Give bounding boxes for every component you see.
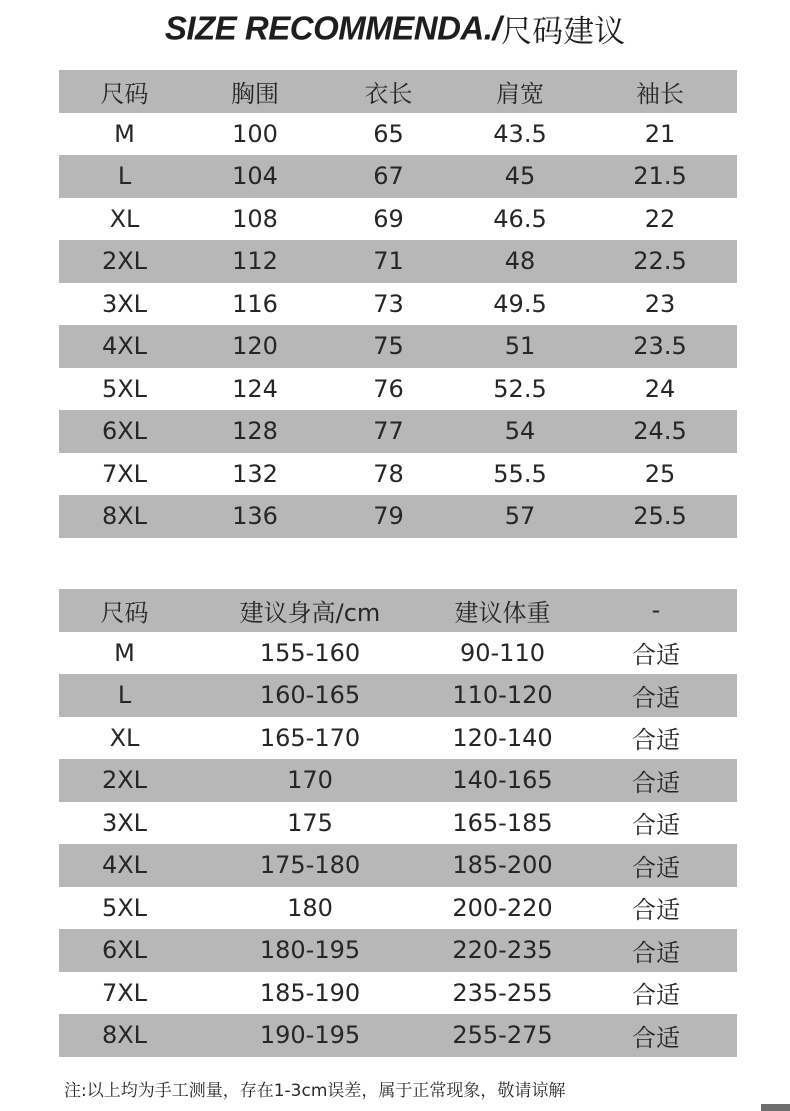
cell-fit: 合适 [632, 981, 680, 1010]
table-row [59, 887, 737, 930]
cell-fit: 合适 [632, 726, 680, 755]
cell-size: L [59, 155, 190, 198]
cell-shoulder: 46.5 [493, 204, 547, 233]
cell-chest: 128 [190, 410, 320, 453]
cell-shoulder: 55.5 [493, 459, 547, 488]
cell-size: 5XL [101, 374, 148, 403]
cell-size: M [114, 638, 135, 667]
table-row [59, 1014, 737, 1057]
recommendation-table [59, 589, 737, 1057]
table-row [59, 240, 737, 283]
cell-size: 2XL [59, 759, 190, 802]
cell-size: 6XL [59, 929, 190, 972]
cell-sleeve: 23.5 [583, 325, 737, 368]
cell-fit: 合适 [632, 811, 680, 840]
measurement-table [59, 70, 737, 538]
table-row [59, 453, 737, 496]
cell-shoulder: 45 [457, 155, 583, 198]
corner-mark [761, 1104, 790, 1111]
cell-length: 71 [320, 240, 457, 283]
cell-size: 5XL [101, 893, 148, 922]
header-chest: 胸围 [190, 70, 320, 113]
header-fit: - [575, 589, 737, 632]
cell-fit: 合适 [575, 674, 737, 717]
cell-weight: 255-275 [430, 1014, 575, 1057]
table-row [59, 198, 737, 241]
table-row [59, 844, 737, 887]
cell-fit: 合适 [575, 1014, 737, 1057]
cell-sleeve: 25.5 [583, 495, 737, 538]
cell-fit: 合适 [575, 929, 737, 972]
cell-shoulder: 52.5 [493, 374, 547, 403]
table-row [59, 495, 737, 538]
cell-size: 4XL [59, 325, 190, 368]
cell-size: 3XL [101, 808, 148, 837]
cell-sleeve: 24 [644, 374, 676, 403]
cell-sleeve: 22.5 [583, 240, 737, 283]
cell-length: 73 [373, 289, 404, 318]
cell-length: 79 [320, 495, 457, 538]
cell-size: 4XL [59, 844, 190, 887]
cell-size: 3XL [101, 289, 148, 318]
cell-size: 7XL [101, 978, 148, 1007]
table-row [59, 759, 737, 802]
cell-chest: 100 [232, 119, 278, 148]
cell-weight: 140-165 [430, 759, 575, 802]
cell-weight: 235-255 [452, 978, 553, 1007]
page-title [0, 6, 790, 52]
table-row [59, 632, 737, 675]
cell-size: L [59, 674, 190, 717]
header-height: 建议身高/cm [190, 589, 430, 632]
cell-length: 75 [320, 325, 457, 368]
cell-length: 77 [320, 410, 457, 453]
cell-length: 65 [373, 119, 404, 148]
cell-fit: 合适 [632, 641, 680, 670]
cell-sleeve: 24.5 [583, 410, 737, 453]
cell-chest: 124 [232, 374, 278, 403]
table-row [59, 717, 737, 760]
cell-fit: 合适 [575, 759, 737, 802]
measurement-note: 注:以上均为手工测量，存在1-3cm误差，属于正常现象，敬请谅解 [64, 1081, 566, 1101]
cell-height: 185-190 [259, 978, 361, 1007]
cell-size: 8XL [59, 1014, 190, 1057]
cell-chest: 120 [190, 325, 320, 368]
cell-size: M [114, 119, 135, 148]
cell-height: 165-170 [259, 723, 361, 752]
cell-length: 76 [373, 374, 404, 403]
cell-weight: 110-120 [430, 674, 575, 717]
table-row [59, 972, 737, 1015]
title-english: SIZE RECOMMENDA./ [164, 9, 502, 47]
cell-length: 69 [373, 204, 404, 233]
cell-sleeve: 22 [644, 204, 676, 233]
cell-height: 175 [287, 808, 333, 837]
cell-chest: 104 [190, 155, 320, 198]
cell-sleeve: 21 [644, 119, 676, 148]
cell-weight: 200-220 [452, 893, 553, 922]
cell-shoulder: 48 [457, 240, 583, 283]
cell-shoulder: 57 [457, 495, 583, 538]
cell-weight: 220-235 [430, 929, 575, 972]
table-row [59, 368, 737, 411]
cell-height: 180-195 [190, 929, 430, 972]
cell-fit: 合适 [575, 844, 737, 887]
header-shoulder: 肩宽 [457, 70, 583, 113]
cell-size: 6XL [59, 410, 190, 453]
cell-height: 155-160 [259, 638, 361, 667]
cell-shoulder: 51 [457, 325, 583, 368]
cell-weight: 120-140 [452, 723, 553, 752]
cell-weight: 90-110 [459, 638, 545, 667]
header-size: 尺码 [59, 70, 190, 113]
table-row [59, 674, 737, 717]
cell-shoulder: 54 [457, 410, 583, 453]
cell-chest: 136 [190, 495, 320, 538]
cell-size: XL [109, 204, 140, 233]
table-row [59, 283, 737, 326]
table-row [59, 113, 737, 156]
cell-size: 2XL [59, 240, 190, 283]
cell-chest: 116 [232, 289, 278, 318]
title-chinese: 尺码建议 [501, 14, 626, 50]
table-row [59, 155, 737, 198]
cell-fit: 合适 [632, 896, 680, 925]
table-header-row [59, 70, 737, 113]
cell-length: 67 [320, 155, 457, 198]
cell-chest: 112 [190, 240, 320, 283]
cell-size: 8XL [59, 495, 190, 538]
cell-shoulder: 49.5 [493, 289, 547, 318]
cell-weight: 185-200 [430, 844, 575, 887]
cell-height: 170 [190, 759, 430, 802]
cell-height: 175-180 [190, 844, 430, 887]
cell-height: 160-165 [190, 674, 430, 717]
header-weight: 建议体重 [430, 589, 575, 632]
cell-length: 78 [373, 459, 404, 488]
table-row [59, 929, 737, 972]
table-header-row [59, 589, 737, 632]
cell-sleeve: 23 [644, 289, 676, 318]
table-row [59, 802, 737, 845]
cell-size: XL [109, 723, 140, 752]
cell-chest: 132 [232, 459, 278, 488]
cell-height: 190-195 [190, 1014, 430, 1057]
header-length: 衣长 [320, 70, 457, 113]
cell-size: 7XL [101, 459, 148, 488]
cell-sleeve: 21.5 [583, 155, 737, 198]
table-row [59, 410, 737, 453]
cell-weight: 165-185 [452, 808, 553, 837]
cell-chest: 108 [232, 204, 278, 233]
table-row [59, 325, 737, 368]
cell-sleeve: 25 [644, 459, 676, 488]
cell-shoulder: 43.5 [493, 119, 547, 148]
header-sleeve: 袖长 [583, 70, 737, 113]
header-size: 尺码 [59, 589, 190, 632]
cell-height: 180 [287, 893, 333, 922]
